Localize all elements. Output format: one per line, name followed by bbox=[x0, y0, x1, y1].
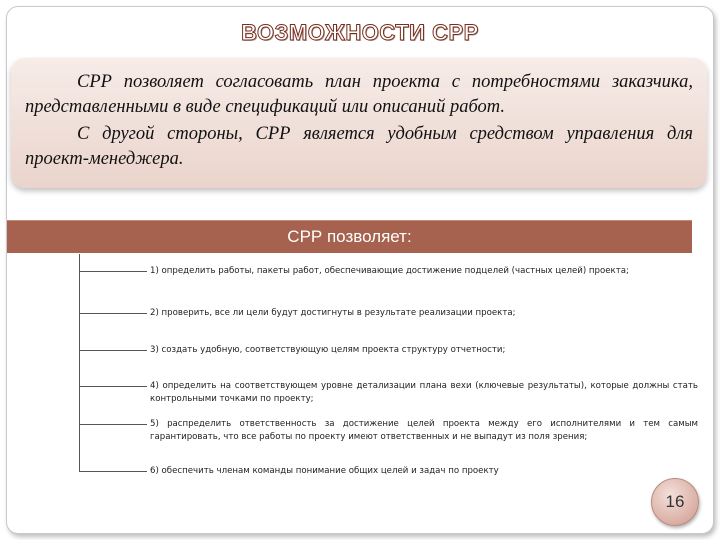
intro-paragraph-2: С другой стороны, СРР является удобным средством управления для проект-менеджера. bbox=[25, 124, 693, 169]
intro-box bbox=[11, 58, 707, 188]
slide-title: ВОЗМОЖНОСТИ СРР bbox=[241, 20, 479, 45]
list-item-4: 4) определить на соответствующем уровне детализации плана вехи (ключевые результаты), которые должны стать контрольными точками по проекту; bbox=[150, 381, 698, 404]
tree-connector-5 bbox=[79, 424, 147, 425]
list-item-6: 6) обеспечить членам команды понимание общих целей и задач по проекту bbox=[150, 466, 499, 476]
tree-connector-4 bbox=[79, 386, 147, 387]
list-item-3: 3) создать удобную, соответствующую целям проекта структуру отчетности; bbox=[150, 345, 506, 355]
tree-connector-3 bbox=[79, 350, 147, 351]
list-item-1: 1) определить работы, пакеты работ, обеспечивающие достижение подцелей (частных целей) проекта; bbox=[150, 266, 629, 276]
tree-connector-vertical bbox=[79, 254, 80, 472]
list-header-bar bbox=[7, 220, 692, 253]
tree-connector-6 bbox=[79, 471, 147, 472]
list-header-text: СРР позволяет: bbox=[287, 227, 412, 246]
tree-connector-1 bbox=[79, 271, 147, 272]
intro-paragraph-1: СРР позволяет согласовать план проекта с потребностями заказчика, представленными в виде спецификаций или описаний работ. bbox=[25, 72, 693, 117]
tree-connector-2 bbox=[79, 313, 147, 314]
list-item-2: 2) проверить, все ли цели будут достигнуты в результате реализации проекта; bbox=[150, 308, 516, 318]
page-number-badge: 16 bbox=[651, 478, 699, 526]
list-item-5: 5) распределить ответственность за достижение целей проекта между его исполнителями и тем самым гарантировать, что все работы по проекту имеют ответственных и не выпадут из поля зрения; bbox=[150, 419, 698, 442]
